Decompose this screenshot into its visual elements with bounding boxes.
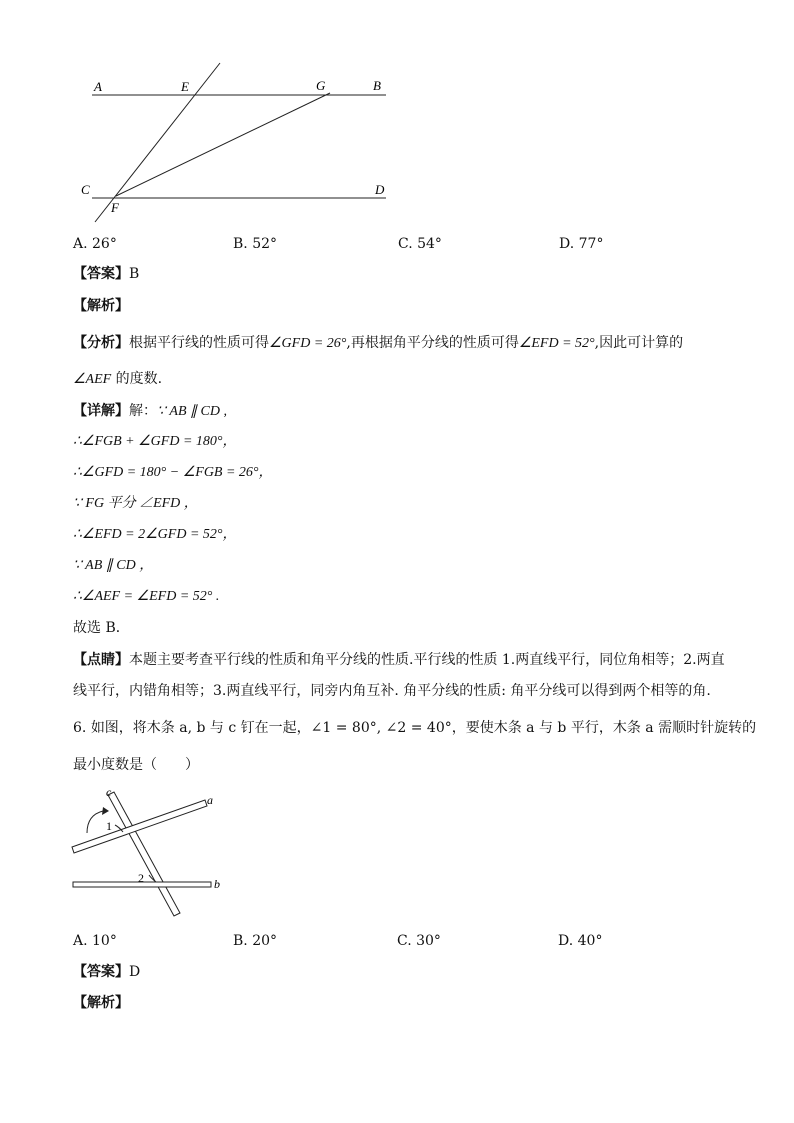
q6-answer-tag: 【答案】 xyxy=(73,964,129,980)
rotation-arrow-icon xyxy=(87,811,103,833)
q6-option-a: A. 10° xyxy=(73,933,117,949)
fenxi-tag: 【分析】 xyxy=(73,335,129,351)
detail-line-0: ∵ AB ∥ CD , xyxy=(157,404,227,419)
q6-stem-line2: 最小度数是（ ） xyxy=(73,757,199,773)
answer-tag: 【答案】 xyxy=(73,266,129,282)
comment-tag: 【点睛】 xyxy=(73,652,129,668)
fenxi-formula-2: ∠EFD = 52° xyxy=(518,336,595,351)
q6-option-b: B. 20° xyxy=(233,933,278,949)
detail-line-5: ∵ AB ∥ CD ， xyxy=(73,558,154,573)
line-fg xyxy=(116,93,330,196)
q5-detail-head xyxy=(73,402,227,421)
label-b-stick: b xyxy=(214,877,220,891)
q6-option-c: C. 30° xyxy=(397,933,441,949)
label-f: F xyxy=(111,200,119,215)
q6-analysis-tag: 【解析】 xyxy=(73,995,129,1011)
q5-answer xyxy=(73,265,139,283)
arrowhead-icon xyxy=(102,807,109,815)
q6-number: 6. xyxy=(73,720,87,736)
q5-option-d: D. 77° xyxy=(559,236,604,252)
label-angle-2: 2 xyxy=(138,871,144,885)
label-b: B xyxy=(373,78,381,93)
q6-answer xyxy=(73,963,140,981)
q5-option-a: A. 26° xyxy=(73,236,117,252)
answer-value: B xyxy=(129,266,140,282)
label-angle-1: 1 xyxy=(106,819,112,833)
detail-intro: 解： xyxy=(129,403,157,419)
detail-line-3: ∵ FG 平分 ∠EFD ， xyxy=(73,496,198,511)
q5-fenxi-line1 xyxy=(73,334,683,353)
label-g: G xyxy=(316,78,326,93)
fenxi-text-3: ,因此可计算的 xyxy=(594,335,684,351)
fenxi-formula-3: ∠AEF xyxy=(73,372,112,387)
label-e: E xyxy=(181,79,189,94)
fenxi-text-2: ,再根据角平分线的性质可得 xyxy=(346,335,519,351)
detail-line-6: ∴∠AEF = ∠EFD = 52° . xyxy=(73,589,220,604)
fenxi-text-1: 根据平行线的性质可得 xyxy=(129,335,269,351)
q6-stem-line1 xyxy=(73,719,756,737)
label-d: D xyxy=(375,182,385,197)
q6-stem-text: 如图，将木条 a, b 与 c 钉在一起，∠1 = 80°, ∠2 = 40°，要使木条 a 与 b 平行，木条 a 需顺时针旋转的 xyxy=(90,720,757,736)
q6-figure xyxy=(65,785,235,920)
label-a: A xyxy=(94,79,102,94)
label-c: C xyxy=(81,182,90,197)
q5-conclusion: 故选 B． xyxy=(73,620,130,636)
label-a-stick: a xyxy=(207,793,213,807)
q5-option-c: C. 54° xyxy=(398,236,442,252)
detail-line-1: ∴∠FGB + ∠GFD = 180°， xyxy=(73,434,237,449)
fenxi-formula-1: ∠GFD = 26° xyxy=(269,336,347,351)
q5-option-b: B. 52° xyxy=(233,236,278,252)
q5-figure xyxy=(70,60,400,230)
comment-text-1: 本题主要考查平行线的性质和角平分线的性质.平行线的性质 1.两直线平行，同位角相等；2.两直 xyxy=(129,652,725,668)
fenxi-text-4: 的度数. xyxy=(115,371,163,387)
detail-line-4: ∴∠EFD = 2∠GFD = 52°， xyxy=(73,527,237,542)
q5-comment-line1 xyxy=(73,651,725,669)
q6-option-d: D. 40° xyxy=(558,933,603,949)
detail-tag: 【详解】 xyxy=(73,403,129,419)
q6-answer-value: D xyxy=(129,964,141,980)
q5-comment-line2: 线平行，内错角相等；3.两直线平行，同旁内角互补. 角平分线的性质: 角平分线可以得到两个相等的角. xyxy=(73,683,711,699)
detail-line-2: ∴∠GFD = 180° − ∠FGB = 26°， xyxy=(73,465,273,480)
stick-c xyxy=(108,792,180,916)
label-c-stick: c xyxy=(106,785,112,799)
q5-analysis-tag: 【解析】 xyxy=(73,298,129,314)
q5-fenxi-line2 xyxy=(73,370,162,389)
